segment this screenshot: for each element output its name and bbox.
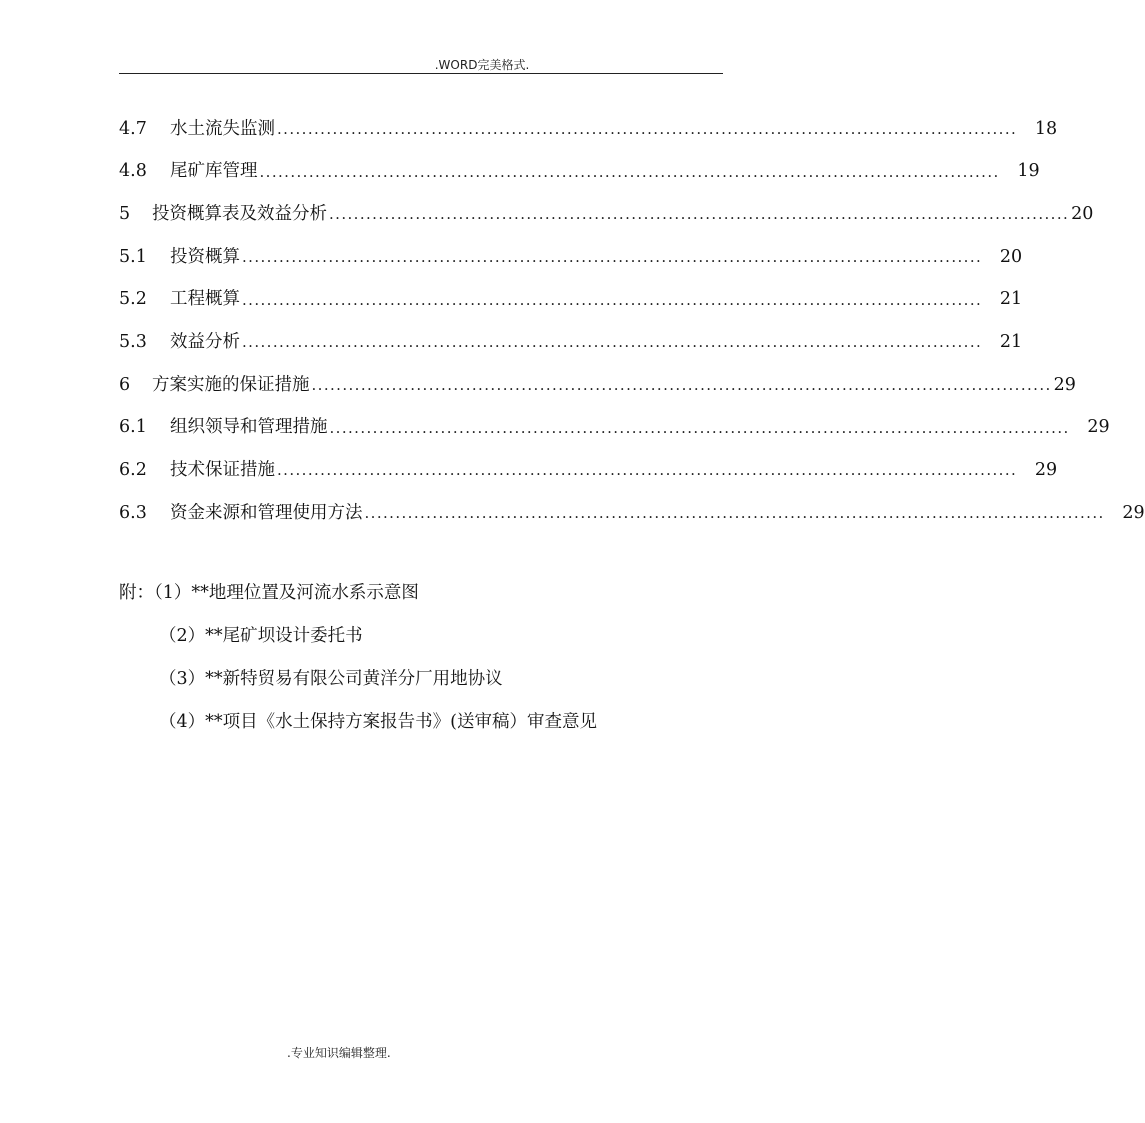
dot-leader: ........................................................................................................................ [277,119,1018,138]
header-rule [119,73,723,74]
toc-entry-number: 5.1 [119,246,147,267]
toc-entry [119,193,1094,236]
table-of-contents [119,108,1145,535]
toc-entry-number: 6.1 [119,417,147,438]
toc-entry-page: 29 [1034,460,1058,481]
toc-entry-number: 5.2 [119,289,147,310]
toc-entry-number: 6.3 [119,502,147,523]
toc-entry-title: 尾矿库管理 [170,161,258,182]
page-header: .WORD完美格式. [434,58,530,72]
toc-entry-title: 资金来源和管理使用方法 [170,502,363,523]
toc-entry-title: 效益分析 [170,332,240,353]
toc-entry-number: 6 [119,374,131,395]
toc-entry-number: 5.3 [119,332,147,353]
toc-entry-page: 20 [999,246,1023,267]
dot-leader: ........................................................................................................................ [329,418,1070,437]
toc-entry-title: 投资概算 [170,246,240,267]
toc-entry [119,151,1040,194]
dot-leader: ........................................................................................................................ [277,461,1018,480]
dot-leader: ........................................................................................................................ [259,162,1000,181]
dot-leader: ........................................................................................................................ [329,205,1070,224]
toc-entry-title: 方案实施的保证措施 [152,374,310,395]
appendix-list [119,570,739,742]
dot-leader: ........................................................................................................................ [242,290,983,309]
toc-entry-number: 5 [119,203,131,224]
toc-entry [119,236,1023,279]
toc-entry-page: 20 [1071,203,1094,224]
appendix-item: （4）**项目《水土保持方案报告书》(送审稿）审查意见 [159,712,597,732]
toc-entry-number: 6.2 [119,460,147,481]
appendix-item: （3）**新特贸易有限公司黄洋分厂用地协议 [159,669,503,689]
appendix-item: 附：（1）**地理位置及河流水系示意图 [119,583,419,603]
dot-leader: ........................................................................................................................ [311,375,1052,394]
dot-leader: ........................................................................................................................ [242,333,983,352]
toc-entry-page: 19 [1017,161,1040,182]
toc-entry-title: 水土流失监测 [170,118,275,139]
appendix-item: （2）**尾矿坝设计委托书 [159,626,363,646]
toc-entry-page: 21 [999,332,1023,353]
toc-entry-number: 4.7 [119,118,147,139]
toc-entry-title: 技术保证措施 [170,460,275,481]
toc-entry-page: 21 [999,289,1023,310]
toc-entry-page: 29 [1053,374,1076,395]
toc-entry-title: 组织领导和管理措施 [170,417,328,438]
toc-entry-title: 工程概算 [170,289,240,310]
toc-entry-page: 29 [1087,417,1110,438]
toc-entry-title: 投资概算表及效益分析 [152,203,327,224]
toc-entry [119,407,1110,450]
dot-leader: ........................................................................................................................ [364,504,1105,523]
toc-entry [119,321,1023,364]
page-footer: .专业知识编辑整理. [287,1046,391,1060]
toc-entry [119,492,1145,535]
toc-entry-number: 4.8 [119,161,147,182]
toc-entry [119,364,1076,407]
dot-leader: ........................................................................................................................ [242,247,983,266]
toc-entry-page: 18 [1034,118,1058,139]
toc-entry [119,108,1058,151]
toc-entry-page: 29 [1122,502,1145,523]
toc-entry [119,450,1058,493]
toc-entry [119,279,1023,322]
